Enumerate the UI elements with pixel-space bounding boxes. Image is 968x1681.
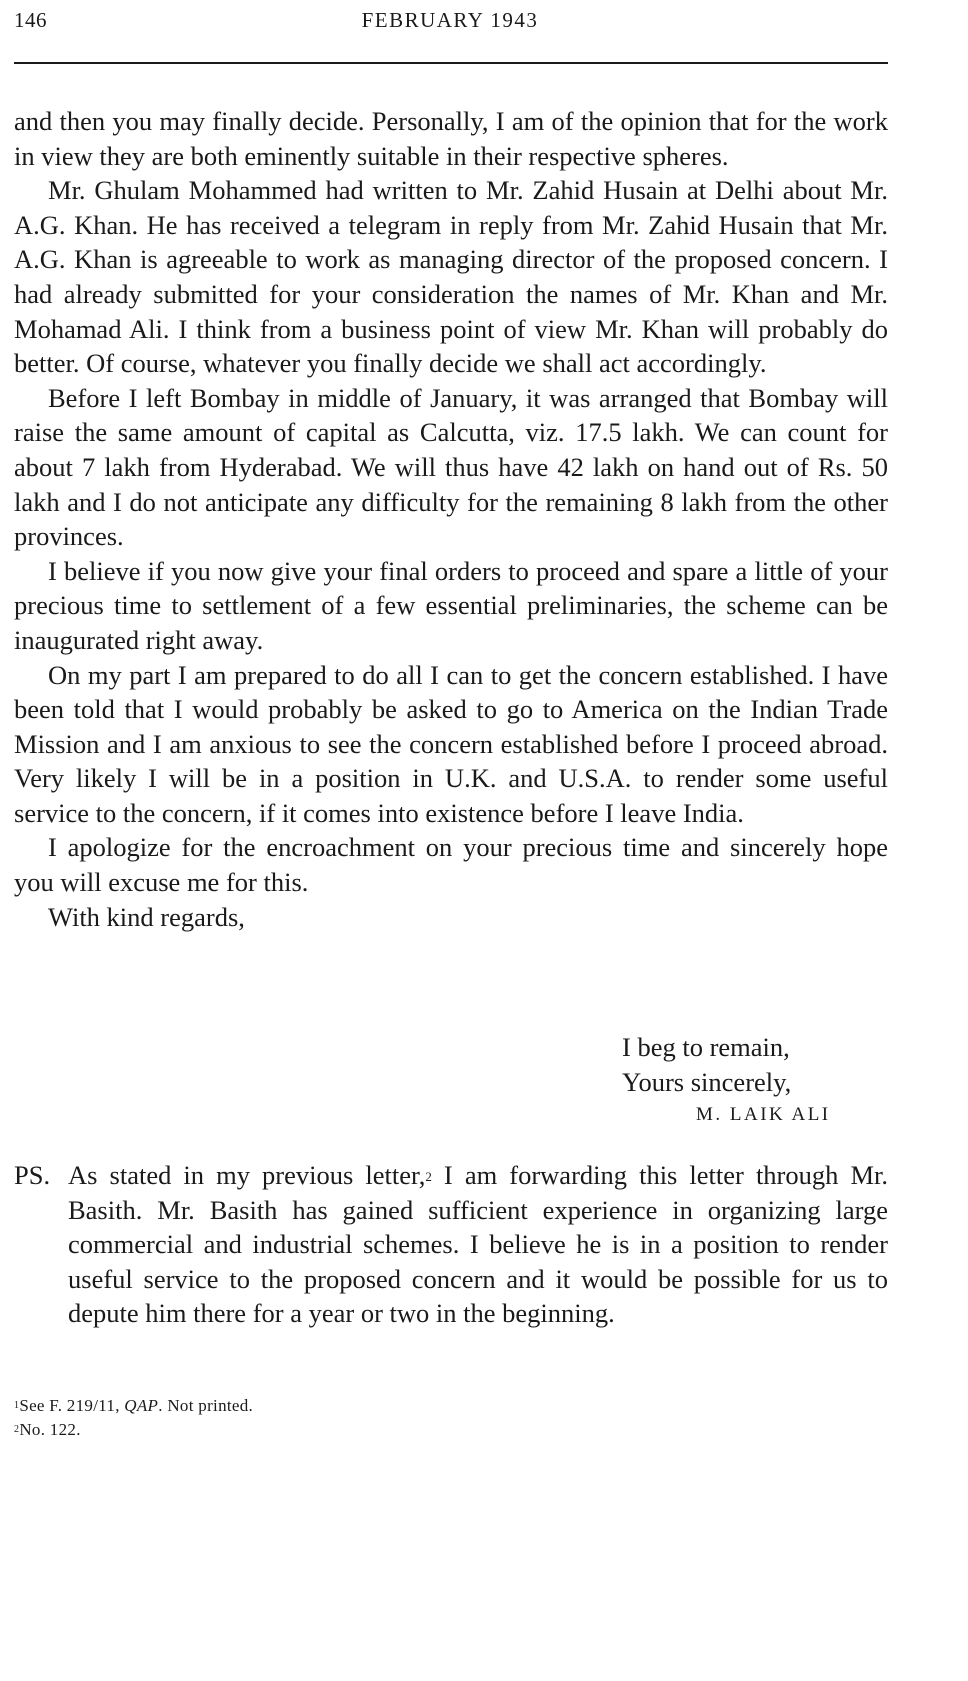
closing-line: Yours sincerely, (622, 1066, 792, 1097)
page-number: 146 (14, 8, 47, 32)
footnote-italic: QAP (124, 1396, 159, 1415)
salutation-closing: With kind regards, (48, 901, 245, 932)
footnotes (14, 1394, 253, 1442)
paragraph: Before I left Bombay in middle of January, it was arranged that Bombay will raise the same amount of capital as Calcutta, viz. 17.5 lakh. We can count for about 7 lakh from Hyderabad. We will thus have 42 lakh on hand out of Rs. 50 lakh and I do not anticipate any difficulty for the remaining 8 lakh from the other provinces. (14, 382, 888, 552)
postscript-text-part: As stated in my previous letter, (68, 1160, 426, 1190)
postscript (14, 1158, 888, 1331)
footnote-text: See F. 219/11, (19, 1396, 125, 1415)
footnote (14, 1418, 253, 1442)
page-header (14, 8, 886, 38)
postscript-text-part: I am forwarding this letter through Mr. Basith. Mr. Basith has gained sufficient experience in organizing large commercial and industrial schemes. I believe he is in a position to render useful service to the proposed concern and it would be possible for us to depute him there for a year or two in the beginning. (68, 1160, 888, 1329)
postscript-label: PS. (14, 1160, 51, 1190)
footnote-marker: 2 (14, 1424, 20, 1435)
signature: M. LAIK ALI (696, 1104, 831, 1125)
paragraph: On my part I am prepared to do all I can to get the concern established. I have been told that I would probably be asked to go to America on the Indian Trade Mission and I am anxious to see the concern established before I proceed abroad. Very likely I will be in a position in U.K. and U.S.A. to render some useful service to the concern, if it comes into existence before I leave India. (14, 659, 888, 828)
closing-line: I beg to remain, (622, 1032, 790, 1062)
paragraph: and then you may finally decide. Personally, I am of the opinion that for the work in view they are both eminently suitable in their respective spheres. (14, 106, 888, 171)
postscript-text (68, 1158, 888, 1331)
closing-block (622, 1030, 791, 1099)
running-head: FEBRUARY 1943 (361, 8, 539, 32)
header-rule (14, 62, 888, 64)
paragraph: Mr. Ghulam Mohammed had written to Mr. Zahid Husain at Delhi about Mr. A.G. Khan. He has received a telegram in reply from Mr. Zahid Husain that Mr. A.G. Khan is agreeable to work as managing director of the proposed concern. I had already submitted for your consideration the names of Mr. Khan and Mr. Mohamad Ali. I think from a business point of view Mr. Khan will probably do better. Of course, whatever you finally decide we shall act accordingly. (14, 175, 888, 379)
letter-body (14, 104, 888, 934)
paragraph: I apologize for the encroachment on your precious time and sincerely hope you will excuse me for this. (14, 832, 888, 898)
footnote (14, 1394, 253, 1418)
paragraph: I believe if you now give your final orders to proceed and spare a little of your precious time to settlement of a few essential preliminaries, the scheme can be inaugurated right away. (14, 555, 888, 655)
footnote-text: No. 122. (19, 1420, 81, 1439)
footnote-text: . Not printed. (158, 1396, 254, 1415)
footnote-marker: 1 (14, 1400, 20, 1411)
footnote-reference: 2 (425, 1169, 432, 1184)
